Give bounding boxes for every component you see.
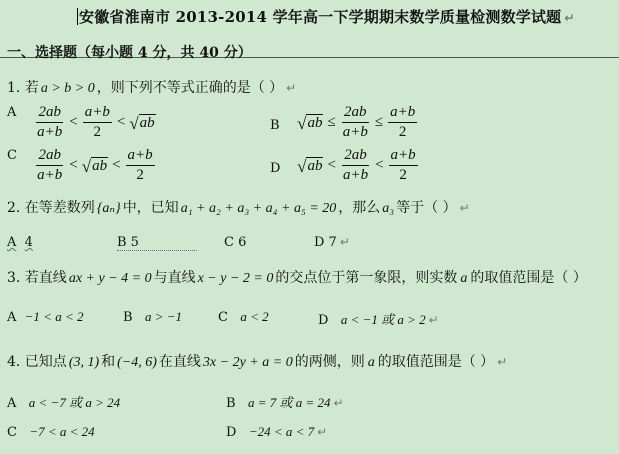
- question-3-option-c[interactable]: C a < 2: [218, 309, 269, 325]
- title-text: 安徽省淮南市 2013-2014 学年高一下学期期末数学质量检测数学试题: [79, 8, 562, 26]
- question-2-option-c[interactable]: C 6: [224, 235, 247, 250]
- question-3-option-b[interactable]: B a > −1: [123, 309, 182, 325]
- question-4-option-a[interactable]: A a < −7 或 a > 24: [7, 395, 121, 411]
- question-2-stem: 2. 在等差数列 {aₙ} 中，已知 a₁ + a₂ + a₃ + a₄ + a₅ = 20 ，那么 a₃ 等于（ ） ↵: [7, 200, 470, 216]
- question-1-option-b[interactable]: B √ ab ≤ $\frac{2ab}{a+b}$ ≤ $\frac{a+b}{2}$: [270, 104, 416, 140]
- question-4-stem: 4. 已知点 (3, 1) 和 (−4, 6) 在直线 3x − 2y + a = 0 的两侧，则 a 的取值范围是（ ） ↵: [7, 354, 508, 370]
- question-1-option-a[interactable]: A $\frac{2ab}{a+b}$ < $\frac{a+b}{2}$ < √ ab: [7, 104, 155, 140]
- paragraph-mark: ↵: [564, 11, 575, 25]
- text-cursor[interactable]: [77, 8, 78, 25]
- question-1-stem: 1. 若 a > b > 0 ，则下列不等式正确的是（ ） ↵: [7, 80, 297, 96]
- question-1-option-c[interactable]: C $\frac{2ab}{a+b}$ < √ ab < $\frac{a+b}{2}$: [7, 147, 153, 183]
- document-title: [77, 6, 575, 27]
- question-2-option-d[interactable]: D 7 ↵: [314, 235, 350, 250]
- question-4-option-b[interactable]: B a = 7 或 a = 24 ↵: [226, 395, 344, 411]
- question-3-stem: 3. 若直线 ax + y − 4 = 0 与直线 x − y − 2 = 0 的交点位于第一象限，则实数 a 的取值范围是（ ）: [7, 270, 587, 286]
- section-heading: 一、选择题（每小题 4 分，共 40 分）: [7, 45, 252, 61]
- question-4-option-d[interactable]: D −24 < a < 7 ↵: [226, 424, 328, 440]
- question-1-option-d[interactable]: D √ ab < $\frac{2ab}{a+b}$ < $\frac{a+b}{2}$: [270, 147, 416, 183]
- question-2-option-b[interactable]: B 5: [117, 235, 197, 250]
- question-3-option-d[interactable]: D a < −1 或 a > 2 ↵: [318, 312, 439, 328]
- question-3-option-a[interactable]: A −1 < a < 2: [7, 309, 84, 325]
- question-2-option-a[interactable]: A 4: [7, 235, 33, 250]
- question-4-option-c[interactable]: C −7 < a < 24: [7, 424, 95, 440]
